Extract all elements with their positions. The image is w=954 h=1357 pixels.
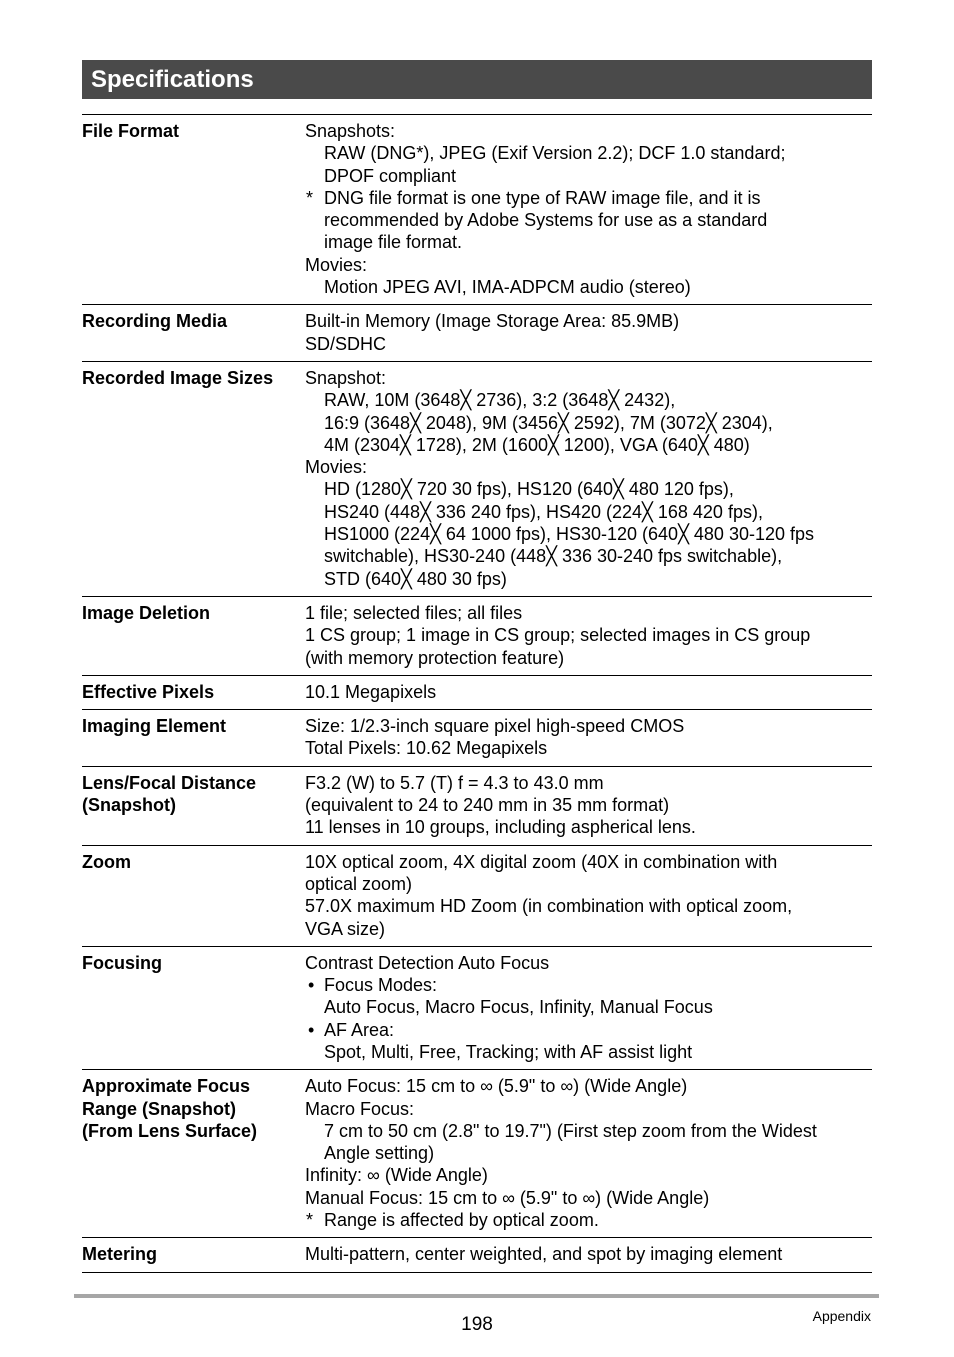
spec-value-text: 1 file; selected files; all files	[305, 602, 523, 623]
spec-value-text: 57.0X maximum HD Zoom (in combination with optical zoom,	[305, 896, 793, 917]
spec-value-line	[305, 737, 872, 759]
spec-value-text: 7 cm to 50 cm (2.8" to 19.7") (First step zoom from the Widest	[324, 1120, 817, 1141]
spec-value-text: VGA size)	[305, 918, 386, 939]
section-title-bar	[82, 60, 872, 99]
spec-label: Effective Pixels	[82, 681, 215, 702]
spec-value-line	[305, 1243, 872, 1265]
spec-label: Lens/Focal Distance (Snapshot)	[82, 772, 257, 816]
spec-value-text: Infinity: ∞ (Wide Angle)	[305, 1165, 488, 1186]
spec-value-text: Snapshots:	[305, 121, 396, 141]
spec-row	[82, 709, 872, 766]
spec-value	[305, 1075, 872, 1231]
spec-value-line	[305, 681, 872, 703]
spec-value-line	[305, 873, 872, 895]
spec-value-text: Size: 1/2.3-inch square pixel high-speed CMOS	[305, 716, 685, 737]
spec-value-text: 4M (2304╳ 1728), 2M (1600╳ 1200), VGA (640╳ 480)	[324, 434, 750, 455]
spec-value-text: optical zoom)	[305, 873, 413, 894]
spec-value-text: Motion JPEG AVI, IMA-ADPCM audio (stereo)	[324, 277, 691, 298]
spec-row	[82, 1237, 872, 1271]
page-title: Specifications	[91, 66, 254, 93]
spec-value-line	[305, 142, 872, 164]
spec-value-text: STD (640╳ 480 30 fps)	[324, 568, 507, 589]
spec-row	[82, 1069, 872, 1237]
spec-value-line	[305, 254, 872, 276]
spec-value-text: recommended by Adobe Systems for use as a standard	[324, 210, 768, 231]
spec-value-text: image file format.	[324, 232, 463, 253]
spec-value	[305, 1243, 872, 1265]
spec-value-text: Range is affected by optical zoom.	[324, 1210, 599, 1231]
spec-value	[305, 602, 872, 669]
spec-value	[305, 310, 872, 355]
spec-value-line	[305, 974, 872, 996]
spec-value-text: Movies:	[305, 457, 368, 478]
spec-row	[82, 596, 872, 675]
spec-value-line	[305, 895, 872, 917]
spec-label: Image Deletion	[82, 602, 211, 623]
spec-value-text: DPOF compliant	[324, 165, 457, 186]
spec-value-text: 16:9 (3648╳ 2048), 9M (3456╳ 2592), 7M (3072╳ 2304),	[324, 412, 773, 433]
spec-value-text: Macro Focus:	[305, 1098, 415, 1119]
spec-value	[305, 772, 872, 839]
spec-row	[82, 115, 872, 304]
spec-label: Approximate Focus Range (Snapshot) (From Lens Surface)	[82, 1076, 258, 1141]
spec-value-text: 1 CS group; 1 image in CS group; selected images in CS group	[305, 625, 811, 646]
spec-value-line	[305, 434, 872, 456]
spec-value-line	[305, 794, 872, 816]
spec-value	[305, 952, 872, 1063]
spec-value-line	[305, 523, 872, 545]
spec-label: Zoom	[82, 851, 131, 872]
page-number: 198	[461, 1314, 493, 1335]
spec-value-text: F3.2 (W) to 5.7 (T) f = 4.3 to 43.0 mm	[305, 772, 604, 793]
spec-value-text: switchable), HS30-240 (448╳ 336 30-240 fps switchable),	[324, 546, 783, 567]
spec-value-text: Focus Modes:	[324, 975, 438, 996]
spec-row	[82, 361, 872, 596]
spec-value-line	[305, 816, 872, 838]
bullet-marker: •	[308, 1019, 315, 1040]
spec-value-line	[305, 333, 872, 355]
spec-value-text: DNG file format is one type of RAW image file, and it is	[324, 187, 761, 208]
spec-value-text: Multi-pattern, center weighted, and spot by imaging element	[305, 1244, 783, 1265]
spec-value-line	[305, 310, 872, 332]
spec-value-line	[305, 1041, 872, 1063]
spec-value-line	[305, 1019, 872, 1041]
spec-value-line	[305, 772, 872, 794]
spec-row	[82, 845, 872, 946]
spec-label: Metering	[82, 1244, 158, 1265]
spec-label: Recorded Image Sizes	[82, 367, 274, 388]
spec-value-line	[305, 918, 872, 940]
spec-value-line	[305, 996, 872, 1018]
spec-value-text: Auto Focus: 15 cm to ∞ (5.9" to ∞) (Wide Angle)	[305, 1076, 688, 1097]
spec-value-text: Spot, Multi, Free, Tracking; with AF assist light	[324, 1041, 693, 1062]
spec-row	[82, 766, 872, 845]
spec-value-line	[305, 209, 872, 231]
spec-value-line	[305, 456, 872, 478]
spec-value-line	[305, 1164, 872, 1186]
spec-value-text: HS240 (448╳ 336 240 fps), HS420 (224╳ 168 420 fps),	[324, 501, 763, 522]
spec-value-text: 11 lenses in 10 groups, including aspherical lens.	[305, 817, 696, 838]
spec-value-text: HD (1280╳ 720 30 fps), HS120 (640╳ 480 120 fps),	[324, 479, 734, 500]
spec-value-line	[305, 478, 872, 500]
spec-value-text: 10X optical zoom, 4X digital zoom (40X in combination with	[305, 851, 778, 872]
spec-row	[82, 675, 872, 709]
spec-value	[305, 120, 872, 298]
spec-value	[305, 715, 872, 760]
spec-value-text: Movies:	[305, 254, 368, 275]
spec-value-line	[305, 1098, 872, 1120]
footer-section-name: Appendix	[812, 1308, 871, 1324]
spec-value-line	[305, 851, 872, 873]
note-marker: *	[306, 1210, 314, 1231]
spec-row	[82, 304, 872, 361]
spec-value-text: RAW (DNG*), JPEG (Exif Version 2.2); DCF 1.0 standard;	[324, 143, 786, 164]
spec-value-line	[305, 1142, 872, 1164]
spec-value-text: Snapshot:	[305, 367, 387, 388]
spec-value-text: RAW, 10M (3648╳ 2736), 3:2 (3648╳ 2432),	[324, 390, 676, 411]
spec-value-text: AF Area:	[324, 1019, 395, 1040]
spec-value-text: Auto Focus, Macro Focus, Infinity, Manual Focus	[324, 997, 713, 1018]
spec-value	[305, 851, 872, 940]
spec-value-line	[305, 120, 872, 142]
spec-value-line	[305, 647, 872, 669]
spec-value-line	[305, 501, 872, 523]
spec-value-line	[305, 1187, 872, 1209]
spec-value-text: Angle setting)	[324, 1143, 435, 1164]
spec-value-line	[305, 952, 872, 974]
spec-value-text: SD/SDHC	[305, 333, 387, 354]
spec-value-line	[305, 1075, 872, 1097]
bullet-marker: •	[308, 975, 315, 996]
spec-value-line	[305, 187, 872, 209]
spec-value-text: Built-in Memory (Image Storage Area: 85.9MB)	[305, 311, 680, 332]
spec-value-line	[305, 1120, 872, 1142]
spec-row	[82, 946, 872, 1069]
spec-value-line	[305, 1209, 872, 1231]
spec-value-line	[305, 412, 872, 434]
spec-value-line	[305, 545, 872, 567]
spec-value-line	[305, 165, 872, 187]
spec-label: File Format	[82, 121, 180, 141]
note-marker: *	[306, 187, 314, 208]
spec-value	[305, 367, 872, 590]
spec-value-text: Contrast Detection Auto Focus	[305, 952, 550, 973]
spec-value-line	[305, 276, 872, 298]
spec-value-line	[305, 231, 872, 253]
spec-label: Imaging Element	[82, 716, 227, 737]
spec-value-text: (equivalent to 24 to 240 mm in 35 mm format)	[305, 795, 670, 816]
spec-value-line	[305, 602, 872, 624]
spec-value	[305, 681, 872, 703]
spec-value-line	[305, 624, 872, 646]
spec-value-text: 10.1 Megapixels	[305, 681, 437, 702]
spec-table	[82, 114, 872, 1273]
spec-value-line	[305, 715, 872, 737]
spec-value-text: (with memory protection feature)	[305, 647, 565, 668]
spec-label: Recording Media	[82, 311, 228, 332]
spec-value-text: HS1000 (224╳ 64 1000 fps), HS30-120 (640╳ 480 30-120 fps	[324, 524, 814, 545]
spec-label: Focusing	[82, 952, 162, 973]
spec-value-text: Total Pixels: 10.62 Megapixels	[305, 738, 548, 759]
spec-value-line	[305, 367, 872, 389]
spec-value-text: Manual Focus: 15 cm to ∞ (5.9" to ∞) (Wide Angle)	[305, 1187, 710, 1208]
spec-value-line	[305, 568, 872, 590]
footer-divider	[74, 1294, 879, 1298]
spec-value-line	[305, 389, 872, 411]
